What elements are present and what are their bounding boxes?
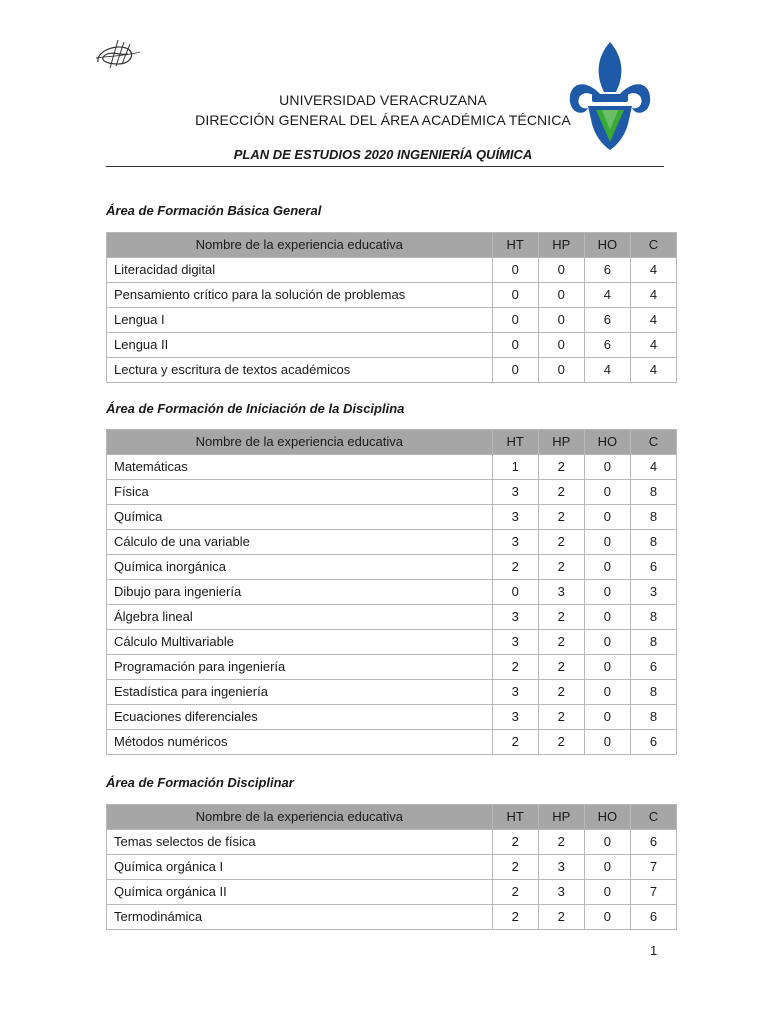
col-header-ho: HO	[584, 233, 630, 258]
col-header-name: Nombre de la experiencia educativa	[107, 430, 493, 455]
hp-cell: 3	[538, 580, 584, 605]
ht-cell: 2	[492, 855, 538, 880]
table-row	[107, 333, 677, 358]
hp-cell: 3	[538, 880, 584, 905]
course-name-cell: Lectura y escritura de textos académicos	[107, 358, 493, 383]
c-cell: 6	[630, 830, 676, 855]
ho-cell: 6	[584, 308, 630, 333]
table-row	[107, 730, 677, 755]
hp-cell: 2	[538, 530, 584, 555]
hp-cell: 0	[538, 308, 584, 333]
course-name-cell: Ecuaciones diferenciales	[107, 705, 493, 730]
c-cell: 6	[630, 730, 676, 755]
department-name: DIRECCIÓN GENERAL DEL ÁREA ACADÉMICA TÉCNICA	[195, 112, 571, 128]
document-title: PLAN DE ESTUDIOS 2020 INGENIERÍA QUÍMICA	[233, 147, 533, 162]
ho-cell: 0	[584, 605, 630, 630]
course-name-cell: Matemáticas	[107, 455, 493, 480]
hp-cell: 0	[538, 283, 584, 308]
hp-cell: 3	[538, 855, 584, 880]
hp-cell: 2	[538, 680, 584, 705]
table-row	[107, 555, 677, 580]
section-title: Área de Formación Básica General	[106, 203, 322, 218]
c-cell: 6	[630, 555, 676, 580]
hp-cell: 0	[538, 358, 584, 383]
hp-cell: 2	[538, 730, 584, 755]
table-row	[107, 680, 677, 705]
section-title: Área de Formación de Iniciación de la Disciplina	[106, 401, 405, 416]
course-name-cell: Literacidad digital	[107, 258, 493, 283]
ht-cell: 2	[492, 555, 538, 580]
table-row	[107, 605, 677, 630]
c-cell: 8	[630, 630, 676, 655]
hp-cell: 2	[538, 555, 584, 580]
ho-cell: 0	[584, 655, 630, 680]
ho-cell: 0	[584, 530, 630, 555]
course-name-cell: Química	[107, 505, 493, 530]
hp-cell: 2	[538, 630, 584, 655]
course-name-cell: Química orgánica I	[107, 855, 493, 880]
table-row	[107, 480, 677, 505]
ht-cell: 2	[492, 880, 538, 905]
ho-cell: 0	[584, 680, 630, 705]
ht-cell: 0	[492, 308, 538, 333]
c-cell: 8	[630, 505, 676, 530]
ho-cell: 0	[584, 905, 630, 930]
ho-cell: 0	[584, 455, 630, 480]
section-title: Área de Formación Disciplinar	[106, 775, 294, 790]
course-name-cell: Cálculo de una variable	[107, 530, 493, 555]
ht-cell: 3	[492, 705, 538, 730]
col-header-hp: HP	[538, 805, 584, 830]
col-header-c: C	[630, 430, 676, 455]
page-number: 1	[650, 943, 658, 958]
table-row	[107, 283, 677, 308]
courses-table-initiation	[106, 429, 677, 755]
hp-cell: 0	[538, 333, 584, 358]
table-row	[107, 258, 677, 283]
ht-cell: 3	[492, 530, 538, 555]
course-name-cell: Cálculo Multivariable	[107, 630, 493, 655]
hp-cell: 2	[538, 905, 584, 930]
courses-table-basic	[106, 232, 677, 383]
col-header-ht: HT	[492, 233, 538, 258]
table-row	[107, 705, 677, 730]
ht-cell: 0	[492, 580, 538, 605]
c-cell: 8	[630, 605, 676, 630]
ho-cell: 0	[584, 480, 630, 505]
c-cell: 8	[630, 480, 676, 505]
course-name-cell: Métodos numéricos	[107, 730, 493, 755]
course-name-cell: Pensamiento crítico para la solución de problemas	[107, 283, 493, 308]
ht-cell: 0	[492, 283, 538, 308]
col-header-c: C	[630, 805, 676, 830]
c-cell: 4	[630, 308, 676, 333]
c-cell: 8	[630, 680, 676, 705]
ht-cell: 0	[492, 358, 538, 383]
course-name-cell: Dibujo para ingeniería	[107, 580, 493, 605]
ho-cell: 0	[584, 880, 630, 905]
ht-cell: 2	[492, 830, 538, 855]
hp-cell: 2	[538, 830, 584, 855]
table-row	[107, 630, 677, 655]
c-cell: 3	[630, 580, 676, 605]
title-divider	[106, 166, 664, 167]
col-header-ht: HT	[492, 805, 538, 830]
ho-cell: 4	[584, 283, 630, 308]
course-name-cell: Termodinámica	[107, 905, 493, 930]
ho-cell: 0	[584, 855, 630, 880]
table-row	[107, 505, 677, 530]
table-row	[107, 580, 677, 605]
hp-cell: 2	[538, 455, 584, 480]
c-cell: 4	[630, 283, 676, 308]
ht-cell: 1	[492, 455, 538, 480]
hp-cell: 2	[538, 480, 584, 505]
col-header-c: C	[630, 233, 676, 258]
ht-cell: 3	[492, 605, 538, 630]
table-row	[107, 880, 677, 905]
table-row	[107, 830, 677, 855]
table-row	[107, 855, 677, 880]
col-header-ho: HO	[584, 805, 630, 830]
hp-cell: 2	[538, 655, 584, 680]
ho-cell: 6	[584, 333, 630, 358]
courses-table-disciplinary	[106, 804, 677, 930]
c-cell: 8	[630, 530, 676, 555]
ht-cell: 0	[492, 258, 538, 283]
c-cell: 8	[630, 705, 676, 730]
ho-cell: 0	[584, 705, 630, 730]
course-name-cell: Química orgánica II	[107, 880, 493, 905]
hp-cell: 0	[538, 258, 584, 283]
university-name: UNIVERSIDAD VERACRUZANA	[279, 92, 487, 108]
hp-cell: 2	[538, 505, 584, 530]
course-name-cell: Programación para ingeniería	[107, 655, 493, 680]
c-cell: 4	[630, 358, 676, 383]
course-name-cell: Lengua I	[107, 308, 493, 333]
col-header-ht: HT	[492, 430, 538, 455]
table-row	[107, 358, 677, 383]
course-name-cell: Álgebra lineal	[107, 605, 493, 630]
table-header-row	[107, 430, 677, 455]
course-name-cell: Estadística para ingeniería	[107, 680, 493, 705]
table-row	[107, 530, 677, 555]
col-header-name: Nombre de la experiencia educativa	[107, 805, 493, 830]
ht-cell: 0	[492, 333, 538, 358]
ht-cell: 2	[492, 655, 538, 680]
ht-cell: 3	[492, 630, 538, 655]
course-name-cell: Física	[107, 480, 493, 505]
hp-cell: 2	[538, 605, 584, 630]
table-row	[107, 455, 677, 480]
c-cell: 7	[630, 880, 676, 905]
ht-cell: 3	[492, 680, 538, 705]
course-name-cell: Temas selectos de física	[107, 830, 493, 855]
ho-cell: 0	[584, 730, 630, 755]
course-name-cell: Química inorgánica	[107, 555, 493, 580]
ho-cell: 0	[584, 830, 630, 855]
c-cell: 4	[630, 258, 676, 283]
ht-cell: 2	[492, 730, 538, 755]
hp-cell: 2	[538, 705, 584, 730]
table-row	[107, 655, 677, 680]
course-name-cell: Lengua II	[107, 333, 493, 358]
ho-cell: 0	[584, 505, 630, 530]
ho-cell: 0	[584, 580, 630, 605]
table-header-row	[107, 233, 677, 258]
c-cell: 6	[630, 655, 676, 680]
signature-mark	[92, 34, 142, 74]
ho-cell: 0	[584, 630, 630, 655]
ho-cell: 0	[584, 555, 630, 580]
ht-cell: 3	[492, 505, 538, 530]
col-header-name: Nombre de la experiencia educativa	[107, 233, 493, 258]
ht-cell: 2	[492, 905, 538, 930]
table-row	[107, 308, 677, 333]
c-cell: 7	[630, 855, 676, 880]
table-row	[107, 905, 677, 930]
table-header-row	[107, 805, 677, 830]
ho-cell: 4	[584, 358, 630, 383]
c-cell: 4	[630, 333, 676, 358]
col-header-hp: HP	[538, 233, 584, 258]
c-cell: 4	[630, 455, 676, 480]
ht-cell: 3	[492, 480, 538, 505]
ho-cell: 6	[584, 258, 630, 283]
col-header-ho: HO	[584, 430, 630, 455]
col-header-hp: HP	[538, 430, 584, 455]
c-cell: 6	[630, 905, 676, 930]
